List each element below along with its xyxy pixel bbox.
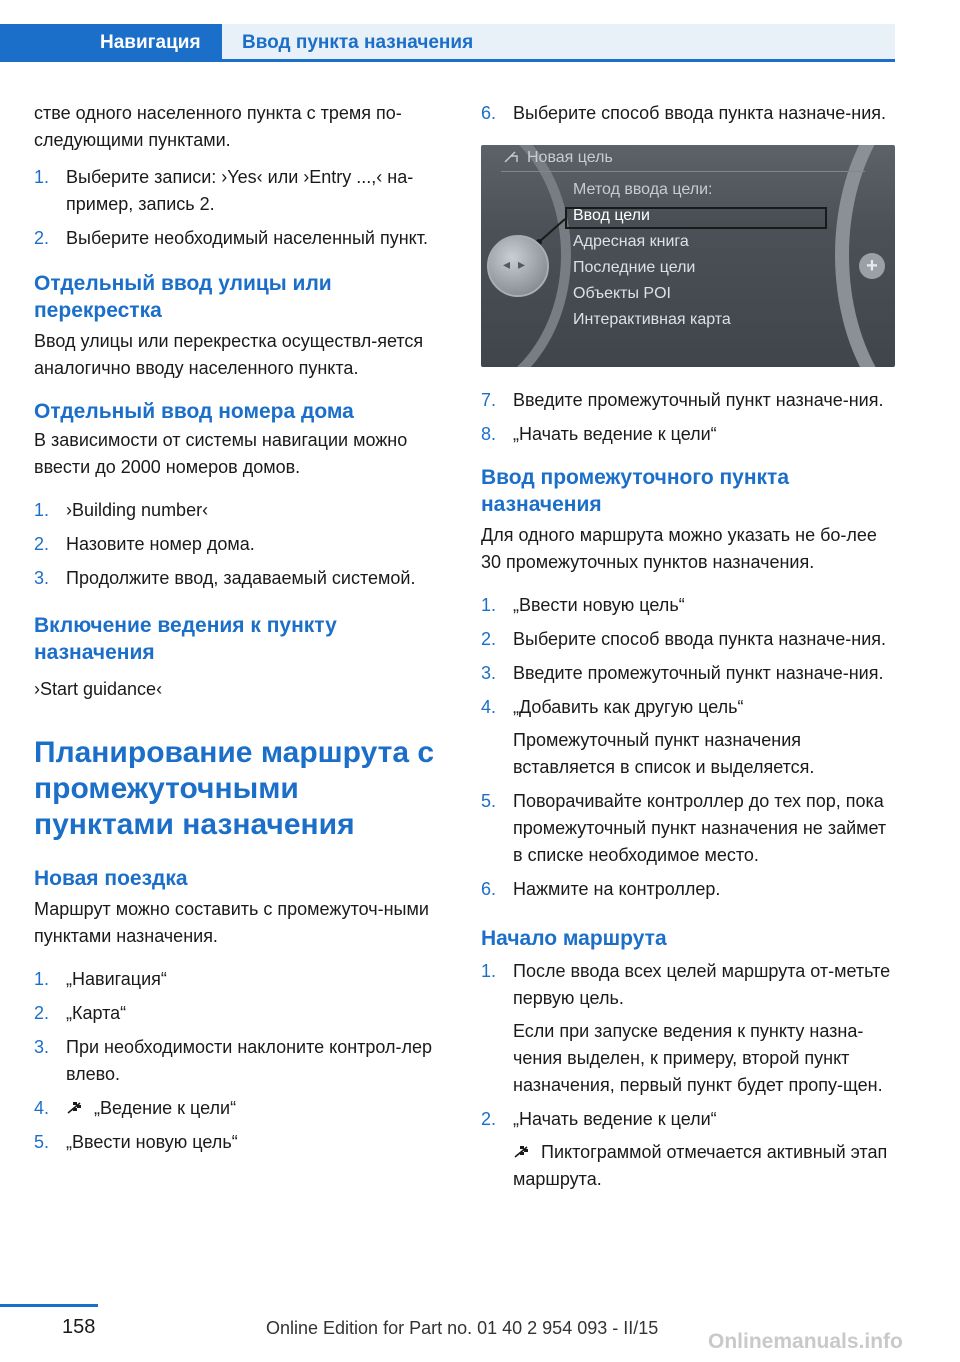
idrive-screenshot (481, 145, 895, 367)
street-text: Ввод улицы или перекрестка осуществл-яется аналогично вводу населенного пункта. (34, 331, 424, 378)
step-number: 6. (481, 103, 497, 123)
list-item (34, 1034, 446, 1088)
screen-title-text: Новая цель (527, 149, 613, 166)
footer-rule (0, 1304, 98, 1307)
list-item (481, 660, 899, 687)
step-text: При необходимости наклоните контрол-лер влево. (66, 1037, 433, 1084)
step-text: Назовите номер дома. (66, 534, 255, 554)
step-text: После ввода всех целей маршрута от-метьте первую цель. (513, 961, 891, 1008)
list-item (34, 565, 446, 592)
step-number: 1. (481, 595, 497, 615)
step-subtext: Пиктограммой отмечается активный этап маршрута. (513, 1142, 888, 1189)
list-item (481, 387, 899, 414)
step-text: „Ведение к цели“ (94, 1098, 237, 1118)
step-number: 3. (34, 568, 50, 588)
intro-text: стве одного населенного пункта с тремя по-следующими пунктами. (34, 103, 402, 150)
list-item (481, 100, 899, 127)
step-number: 1. (34, 167, 50, 187)
heading-guidance: Включение ведения к пункту назначения (34, 614, 337, 664)
step-text: Поворачивайте контроллер до тех пор, пока промежуточный пункт назначения не займет в списке необходимое место. (513, 791, 887, 865)
route-flag-icon (66, 1101, 84, 1115)
step-text: „Карта“ (66, 1003, 127, 1023)
step-text: Выберите способ ввода пункта назначе-ния. (513, 103, 887, 123)
list-item (481, 626, 899, 653)
watermark: Onlinemanuals.info (708, 1330, 903, 1353)
guidance-text: ›Start guidance‹ (34, 679, 163, 699)
step-number: 2. (34, 1003, 50, 1023)
house-text: В зависимости от системы навигации можно ввести до 2000 номеров домов. (34, 430, 408, 477)
screen-menu-item[interactable]: Адресная книга (573, 233, 689, 250)
zoom-plus-icon[interactable]: + (859, 253, 885, 279)
list-item (481, 421, 899, 448)
knob-arrows-icon: ◂▸ (502, 256, 534, 272)
step-number: 5. (481, 791, 497, 811)
step-text: Введите промежуточный пункт назначе-ния. (513, 663, 884, 683)
list-item (481, 958, 899, 1099)
step-subtext: Если при запуске ведения к пункту назна-чения выделен, к примеру, второй пункт назначения, первый пункт будет пропу-щен. (513, 1021, 883, 1095)
route-flag-icon (513, 1145, 531, 1159)
step-subtext-wrap (513, 1139, 899, 1193)
list-item (34, 497, 446, 524)
list-item (34, 225, 446, 252)
screen-menu-heading: Метод ввода цели: (573, 181, 713, 198)
list-item (34, 164, 446, 218)
step-text: „Ввести новую цель“ (66, 1132, 238, 1152)
step-number: 2. (34, 228, 50, 248)
screen-menu-item[interactable]: Интерактивная карта (573, 311, 731, 328)
step-text: „Начать ведение к цели“ (513, 424, 717, 444)
right-column (481, 100, 899, 1203)
step-number: 4. (34, 1098, 50, 1118)
step-number: 4. (481, 697, 497, 717)
step-number: 2. (481, 1109, 497, 1129)
edition-text: Online Edition for Part no. 01 40 2 954 093 - II/15 (266, 1318, 659, 1338)
list-item (481, 694, 899, 781)
section-tab: Навигация (0, 24, 222, 62)
steps-e (481, 592, 899, 903)
list-item (34, 966, 446, 993)
step-text: „Навигация“ (66, 969, 167, 989)
steps-b (34, 497, 446, 592)
step-text: „Начать ведение к цели“ (513, 1109, 717, 1129)
list-item (34, 1129, 446, 1156)
step-text: Введите промежуточный пункт назначе-ния. (513, 390, 884, 410)
step-text: Выберите способ ввода пункта назначе-ния. (513, 629, 887, 649)
step-number: 3. (481, 663, 497, 683)
step-number: 5. (34, 1132, 50, 1152)
page-header (0, 24, 895, 62)
header-rule (222, 59, 895, 62)
heading-trip: Новая поездка (34, 867, 188, 890)
list-item (481, 592, 899, 619)
step-6 (481, 100, 899, 127)
step-number: 1. (34, 500, 50, 520)
list-item (481, 1106, 899, 1193)
list-item (34, 1000, 446, 1027)
heading-start: Начало маршрута (481, 927, 667, 950)
list-item (34, 1095, 446, 1122)
heading-house: Отдельный ввод номера дома (34, 400, 354, 423)
left-column (34, 100, 446, 1166)
step-number: 1. (481, 961, 497, 981)
step-text: Выберите записи: ›Yes‹ или ›Entry ...,‹ на-пример, запись 2. (66, 167, 414, 214)
step-text: Нажмите на контроллер. (513, 879, 721, 899)
step-number: 2. (34, 534, 50, 554)
step-number: 6. (481, 879, 497, 899)
controller-knob[interactable] (487, 235, 549, 297)
screen-menu-item[interactable]: Последние цели (573, 259, 696, 276)
step-text: ›Building number‹ (66, 500, 209, 520)
waypoint-text: Для одного маршрута можно указать не бо-лее 30 промежуточных пунктов назначения. (481, 525, 877, 572)
step-text: Выберите необходимый населенный пункт. (66, 228, 428, 248)
heading-street: Отдельный ввод улицы или перекрестка (34, 272, 332, 322)
steps-a (34, 164, 446, 252)
step-number: 2. (481, 629, 497, 649)
heading-waypoint: Ввод промежуточного пункта назначения (481, 466, 790, 516)
step-subtext: Промежуточный пункт назначения вставляется в список и выделяется. (513, 730, 815, 777)
trip-text: Маршрут можно составить с промежуточ-ными пунктами назначения. (34, 899, 429, 946)
step-text: „Ввести новую цель“ (513, 595, 685, 615)
step-text: Продолжите ввод, задаваемый системой. (66, 568, 416, 588)
step-number: 8. (481, 424, 497, 444)
steps-c (34, 966, 446, 1156)
chapter-tab: Ввод пункта назначения (222, 24, 895, 62)
list-item (481, 876, 899, 903)
screen-menu-item[interactable]: Ввод цели (573, 207, 650, 224)
step-number: 3. (34, 1037, 50, 1057)
steps-d (481, 387, 899, 448)
screen-menu-item[interactable]: Объекты POI (573, 285, 671, 302)
list-item (34, 531, 446, 558)
list-item (481, 788, 899, 869)
heading-plan: Планирование маршрута с промежуточными пунктами назначения (34, 736, 435, 841)
step-text: „Добавить как другую цель“ (513, 697, 744, 717)
step-number: 7. (481, 390, 497, 410)
page-number: 158 (62, 1316, 96, 1338)
step-number: 1. (34, 969, 50, 989)
steps-f (481, 958, 899, 1193)
